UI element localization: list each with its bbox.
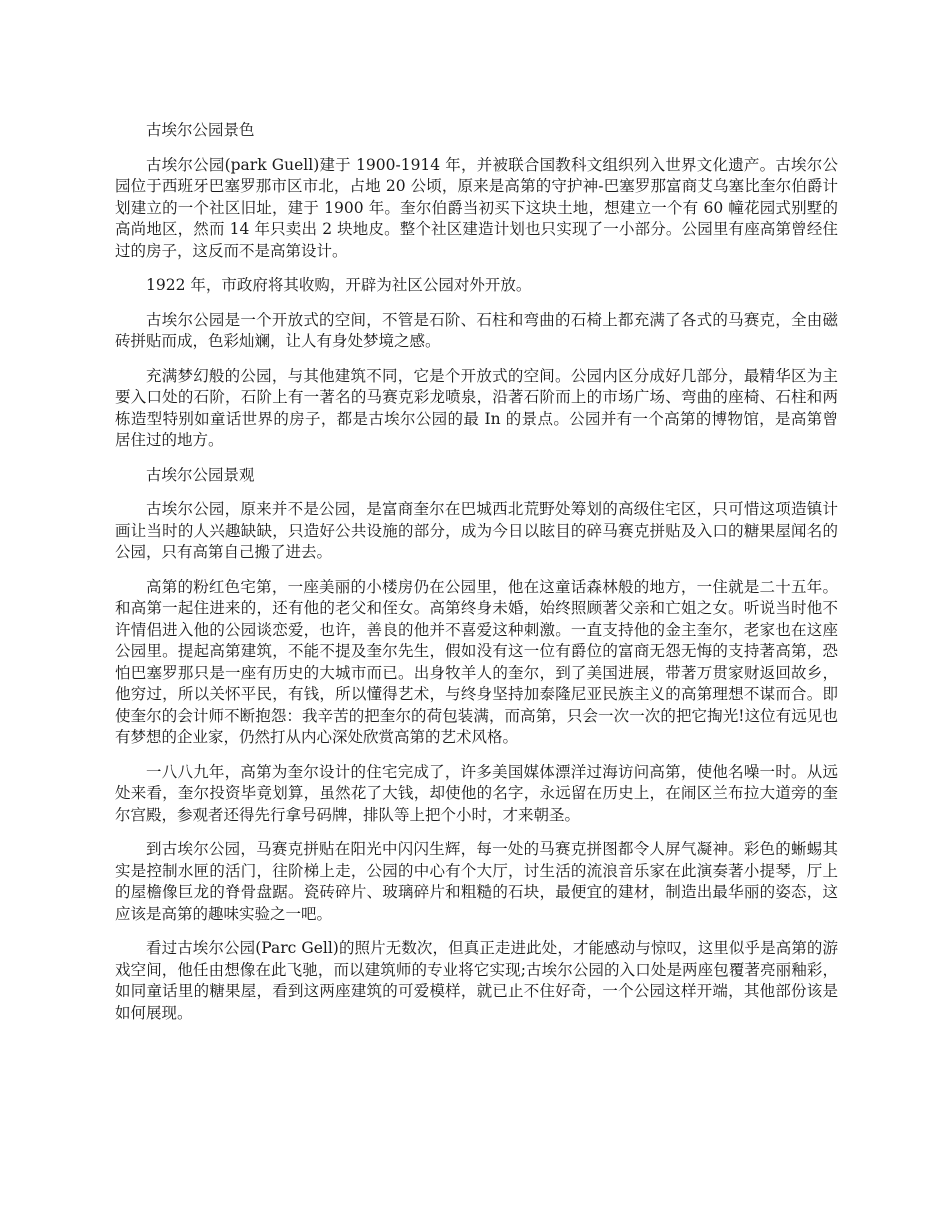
paragraph: 古埃尔公园(park Guell)建于 1900-1914 年，并被联合国教科文组织列入世界文化遗产。古埃尔公园位于西班牙巴塞罗那市区市北，占地 20 公顷，原来是高第的守护神-巴塞罗那富商艾乌塞比奎尔伯爵计划建立的一个社区旧址，建于 1900 年。奎尔伯爵当初买下这块土地，想建立一个有 60 幢花园式别墅的高尚地区，然而 14 年只卖出 2 块地皮。整个社区建造计划也只实现了一小部分。公园里有座高第曾经住过的房子，这反而不是高第设计。 [115,155,838,260]
paragraph: 一八八九年，高第为奎尔设计的住宅完成了，许多美国媒体漂洋过海访问高第，使他名噪一时。从远处来看，奎尔投资毕竟划算，虽然花了大钱，却使他的名字，永远留在历史上，在闹区兰布拉大道旁的奎尔宫殿，参观者还得先行拿号码牌，排队等上把个小时，才来朝圣。 [115,762,838,824]
paragraph: 古埃尔公园，原来并不是公园，是富商奎尔在巴城西北荒野处筹划的高级住宅区，只可惜这项造镇计画让当时的人兴趣缺缺，只造好公共设施的部分，成为今日以眩目的碎马赛克拼贴及入口的糖果屋闻名的公园，只有高第自己搬了进去。 [115,500,838,561]
paragraph: 1922 年，市政府将其收购，开辟为社区公园对外开放。 [146,276,532,294]
paragraph: 看过古埃尔公园(Parc Gell)的照片无数次，但真正走进此处，才能感动与惊叹，这里似乎是高第的游戏空间，他任由想像在此飞驰，而以建筑师的专业将它实现;古埃尔公园的入口处是两座包覆著亮丽釉彩，如同童话里的糖果屋，看到这两座建筑的可爱模样，就已止不住好奇，一个公园这样开端，其他部份该是如何展现。 [115,939,838,1022]
paragraph: 高第的粉红色宅第，一座美丽的小楼房仍在公园里，他在这童话森林般的地方，一住就是二十五年。和高第一起住进来的，还有他的老父和侄女。高第终身未婚，始终照顾著父亲和亡姐之女。听说当时他不许情侣进入他的公园谈恋爱，也许，善良的他并不喜爱这种刺激。一直支持他的金主奎尔，老家也在这座公园里。提起高第建筑，不能不提及奎尔先生，假如没有这一位有爵位的富商无怨无悔的支持著高第，恐怕巴塞罗那只是一座有历史的大城市而已。出身牧羊人的奎尔，到了美国进展，带著万贯家财返回故乡，他穷过，所以关怀平民，有钱，所以懂得艺术，与终身坚持加泰隆尼亚民族主义的高第理想不谋而合。即使奎尔的会计师不断抱怨：我辛苦的把奎尔的荷包装满，而高第，只会一次一次的把它掏光!这位有远见也有梦想的企业家，仍然打从内心深处欣赏高第的艺术风格。 [115,577,838,746]
section-heading-landscape: 古埃尔公园景观 [146,465,255,484]
section-heading-scenery: 古埃尔公园景色 [146,121,255,139]
paragraph: 到古埃尔公园，马赛克拼贴在阳光中闪闪生辉，每一处的马赛克拼图都令人屏气凝神。彩色的蜥蜴其实是控制水匣的活门，往阶梯上走，公园的中心有个大厅，讨生活的流浪音乐家在此演奏著小提琴，厅上的屋檐像巨龙的脊骨盘踞。瓷砖碎片、玻璃碎片和粗糙的石块，最便宜的建材，制造出最华丽的姿态，这应该是高第的趣味实验之一吧。 [115,840,838,923]
paragraph: 古埃尔公园是一个开放式的空间，不管是石阶、石柱和弯曲的石椅上都充满了各式的马赛克，全由磁砖拼贴而成，色彩灿斓，让人有身处梦境之感。 [115,310,838,350]
document-body [115,120,838,1037]
paragraph: 充满梦幻般的公园，与其他建筑不同，它是个开放式的空间。公园内区分成好几部分，最精华区为主要入口处的石阶，石阶上有一著名的马赛克彩龙喷泉，沿著石阶而上的市场广场、弯曲的座椅、石柱和两栋造型特别如童话世界的房子，都是古埃尔公园的最 In 的景点。公园并有一个高第的博物馆，是高第曾居住过的地方。 [115,366,838,449]
